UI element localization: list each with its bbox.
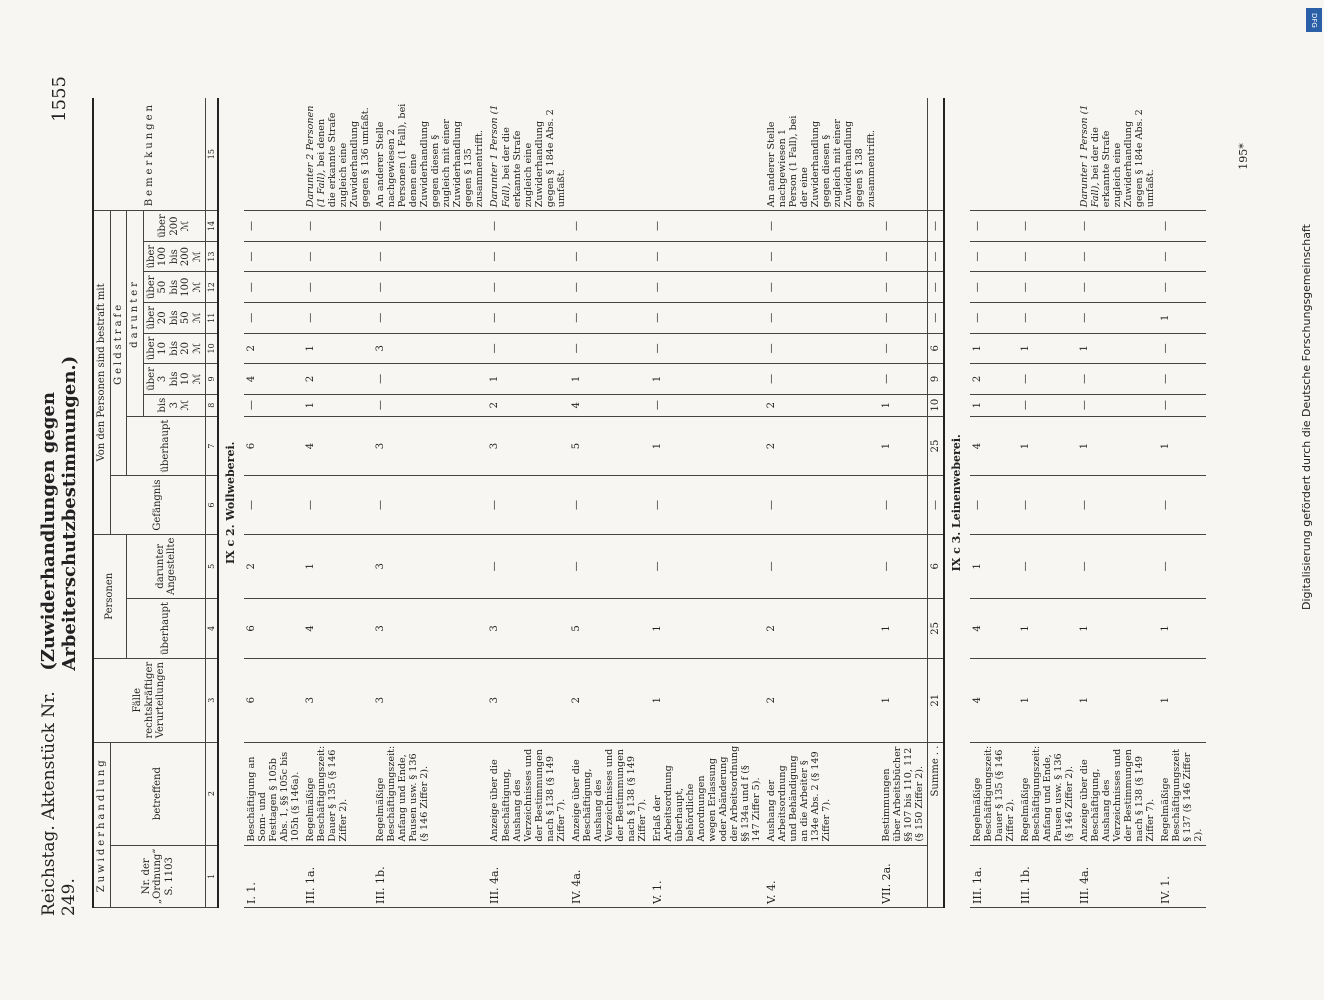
row-description: Erlaß der Arbeitsordnung überhaupt, behördliche Anordnungen wegen Erlassung oder Abänderung der Arbeitsordnung §§ 134a und f (§ 147 Ziffer 5). [650,742,764,845]
value-cell-c4: 1 [1158,599,1206,659]
value-cell-c3: 3 [487,658,568,742]
value-cell-c5: 1 [303,534,373,598]
column-number: 9 [206,364,219,395]
value-cell-c7: 5 [569,416,650,476]
value-cell-c8: — [1158,394,1206,416]
value-cell-c4: 1 [650,599,764,659]
column-number: 3 [206,658,219,742]
row-description: Regelmäßige Beschäftigungszeit: Anfang und Ende, Pausen usw. § 136 (§ 146 Ziffer 2). [1018,742,1077,845]
row-reference: V. 1. [650,845,764,907]
value-cell-c6: — [1077,476,1158,534]
value-cell-c5: — [1077,534,1158,598]
value-cell-c14: — [879,211,928,242]
value-cell-c8: 1 [879,394,928,416]
value-cell-c10: — [650,333,764,364]
value-cell-c12: — [879,272,928,303]
row-description: Regelmäßige Beschäftigungszeit § 137 (§ 146 Ziffer 2). [1158,742,1206,845]
value-cell-c4: 3 [373,599,487,659]
value-cell-c13: — [764,241,878,272]
digitization-notice: Digitalisierung gefördert durch die Deutsche Forschungsgemeinschaft [1300,224,1313,610]
value-cell-c12: — [569,272,650,303]
value-cell-c11: — [303,302,373,333]
column-number: 5 [206,534,219,598]
value-cell-c14: — [303,211,373,242]
value-cell-c10: — [487,333,568,364]
remark-text: An anderer Stelle nachgewiesen 2 Personen (1 Fall), bei denen eine Zuwiderhandlung gegen diesen § zugleich mit einer Zuwiderhandlung gegen § 135 zusammentrifft. [375,103,486,208]
row-description: Anzeige über die Beschäftigung, Aushang des Verzeichnisses und der Bestimmungen nach § 138 (§ 149 Ziffer 7). [487,742,568,845]
value-cell-c5: 2 [244,534,303,598]
value-cell-c12: — [487,272,568,303]
sum-cell-c8: 10 [927,394,944,416]
value-cell-c14: — [1158,211,1206,242]
value-cell-c11: — [569,302,650,333]
value-cell-c10: 2 [244,333,303,364]
value-cell-c3: 3 [303,658,373,742]
value-cell-c9: 4 [244,364,303,395]
value-cell-c8: 2 [764,394,878,416]
row-description: Regelmäßige Beschäftigungszeit: Anfang und Ende, Pausen usw. § 136 (§ 146 Ziffer 2). [373,742,487,845]
row-reference: IV. 4a. [569,845,650,907]
value-cell-c10: 1 [1077,333,1158,364]
row-reference: IV. 1. [1158,845,1206,907]
row-remark [764,98,878,211]
row-description: Anzeige über die Beschäftigung, Aushang des Verzeichnisses und der Bestimmungen nach § 138 (§ 149 Ziffer 7). [1077,742,1158,845]
value-cell-c11: 1 [1158,302,1206,333]
value-cell-c11: — [650,302,764,333]
value-cell-c5: — [487,534,568,598]
value-cell-c3: 1 [1158,658,1206,742]
column-number: 2 [206,742,219,845]
value-cell-c13: — [1077,241,1158,272]
value-cell-c4: 2 [764,599,878,659]
value-cell-c7: 1 [1077,416,1158,476]
value-cell-c14: — [764,211,878,242]
row-description: Anzeige über die Beschäftigung, Aushang des Verzeichnisses und der Bestimmungen nach § 138 (§ 149 Ziffer 7). [569,742,650,845]
page-mark: 195* [1236,143,1250,170]
column-number: 1 [206,845,219,907]
table-row [569,98,650,908]
row-reference: III. 1b. [1018,845,1077,907]
value-cell-c7: 1 [1158,416,1206,476]
value-cell-c11: — [487,302,568,333]
value-cell-c7: 2 [764,416,878,476]
value-cell-c4: 1 [1018,599,1077,659]
row-remark [487,98,568,211]
value-cell-c12: — [970,272,1018,303]
value-cell-c12: — [1018,272,1077,303]
value-cell-c3: 3 [373,658,487,742]
value-cell-c5: 3 [373,534,487,598]
column-number: 7 [206,416,219,476]
value-cell-c4: 4 [970,599,1018,659]
value-cell-c11: — [373,302,487,333]
value-cell-c11: — [879,302,928,333]
value-cell-c10: — [879,333,928,364]
table-row [970,98,1018,908]
row-reference: III. 4a. [487,845,568,907]
value-cell-c12: — [244,272,303,303]
column-numbers [206,98,219,908]
value-cell-c5: — [879,534,928,598]
value-cell-c3: 1 [650,658,764,742]
row-description: Bestimmungen über Arbeitsbücher §§ 107 bis 110, 112 (§ 150 Ziffer 2). [879,742,928,845]
col-faelle: Fälle rechtskräftiger Verurteilungen [93,658,206,742]
value-cell-c5: — [1018,534,1077,598]
value-cell-c9: 1 [569,364,650,395]
value-cell-c7: 4 [303,416,373,476]
table-row [1158,98,1206,908]
value-cell-c4: 1 [1077,599,1158,659]
sum-cell-c7: 25 [927,416,944,476]
value-cell-c13: — [650,241,764,272]
value-cell-c5: — [1158,534,1206,598]
value-cell-c6: — [970,476,1018,534]
sum-cell-c13: — [927,241,944,272]
value-cell-c10: — [764,333,878,364]
sum-cell-c9: 9 [927,364,944,395]
row-description: Aushang der Arbeitsordnung und Behändigung an die Arbeiter § 134e Abs. 2 (§ 149 Ziffer 7). [764,742,878,845]
value-cell-c7: 3 [373,416,487,476]
value-cell-c3: 1 [879,658,928,742]
value-cell-c13: — [879,241,928,272]
value-cell-c4: 1 [879,599,928,659]
sum-row [927,98,944,908]
section-title: IX c 2. Wollweberei. [224,441,238,564]
page-number: 1555 [48,76,70,122]
col-personen: Personen [93,534,127,658]
value-cell-c13: — [303,241,373,272]
value-cell-c6: — [303,476,373,534]
table-row [244,98,303,908]
value-cell-c6: — [1018,476,1077,534]
value-cell-c6: — [569,476,650,534]
remark-lead: Darunter 1 Person (1 Fall), [489,104,512,208]
value-cell-c14: — [1077,211,1158,242]
col-darunter-angestellte: darunter Angestellte [127,534,206,598]
value-cell-c9: 2 [303,364,373,395]
row-reference: III. 4a. [1077,845,1158,907]
table-row [373,98,487,908]
row-remark [244,98,303,211]
value-cell-c14: — [1018,211,1077,242]
col-ueberhaupt: überhaupt [127,599,206,659]
value-cell-c6: — [764,476,878,534]
value-cell-c12: — [650,272,764,303]
value-cell-c12: — [303,272,373,303]
value-cell-c6: — [650,476,764,534]
table-row [1018,98,1077,908]
table-row [650,98,764,908]
value-cell-c11: — [970,302,1018,333]
table-row [1077,98,1158,908]
value-cell-c13: — [1018,241,1077,272]
dfg-logo-icon: DFG [1306,8,1322,32]
row-reference: III. 1a. [970,845,1018,907]
value-cell-c13: — [970,241,1018,272]
value-cell-c8: — [1077,394,1158,416]
value-cell-c9: — [1077,364,1158,395]
sum-cell-c12: — [927,272,944,303]
col-g1: über 3 bis 10 ℳ [143,364,206,395]
value-cell-c10: 1 [303,333,373,364]
row-description: Beschäftigung an Sonn- und Festtagen § 105b Abs. 1, §§ 105c bis 105h (§ 146a). [244,742,303,845]
value-cell-c8: — [373,394,487,416]
value-cell-c12: — [373,272,487,303]
col-g3: über 20 bis 50 ℳ [143,302,206,333]
value-cell-c4: 6 [244,599,303,659]
value-cell-c8: — [1018,394,1077,416]
row-reference: III. 1b. [373,845,487,907]
table-row [764,98,878,908]
col-geldstrafe: Geldstrafe [110,211,127,476]
column-number: 4 [206,599,219,659]
value-cell-c3: 6 [244,658,303,742]
row-remark [650,98,764,211]
value-cell-c6: — [487,476,568,534]
value-cell-c6: — [879,476,928,534]
value-cell-c5: — [650,534,764,598]
value-cell-c11: — [1018,302,1077,333]
value-cell-c10: 3 [373,333,487,364]
value-cell-c14: — [373,211,487,242]
column-number: 6 [206,476,219,534]
value-cell-c3: 2 [569,658,650,742]
col-geld-ueberhaupt: überhaupt [127,416,206,476]
value-cell-c9: 1 [650,364,764,395]
row-reference: VII. 2a. [879,845,928,907]
value-cell-c4: 3 [487,599,568,659]
column-number: 8 [206,394,219,416]
row-remark [1158,98,1206,211]
value-cell-c12: — [1077,272,1158,303]
row-remark [1018,98,1077,211]
table-row [879,98,928,908]
value-cell-c5: 1 [970,534,1018,598]
value-cell-c5: — [764,534,878,598]
value-cell-c7: 1 [1018,416,1077,476]
value-cell-c8: — [244,394,303,416]
value-cell-c4: 4 [303,599,373,659]
row-remark [303,98,373,211]
column-number: 11 [206,302,219,333]
value-cell-c5: — [569,534,650,598]
value-cell-c9: — [1018,364,1077,395]
value-cell-c9: 2 [970,364,1018,395]
value-cell-c14: — [970,211,1018,242]
row-reference: III. 1a. [303,845,373,907]
remark-text: An anderer Stelle nachgewiesen 1 Person (1 Fall), bei der eine Zuwiderhandlung gegen diesen § zugleich mit einer Zuwiderhandlung gegen § 138 zusammentrifft. [766,115,877,208]
value-cell-c8: 4 [569,394,650,416]
section-title: IX c 3. Leinenweberei. [950,434,964,572]
value-cell-c11: — [764,302,878,333]
value-cell-c3: 2 [764,658,878,742]
col-nr: Nr. der „Ordnung“ S. 1103 [110,845,206,907]
remark-lead: Darunter 2 Personen (1 Fall), [304,105,328,208]
value-cell-c8: 2 [487,394,568,416]
value-cell-c3: 4 [970,658,1018,742]
value-cell-c3: 1 [1018,658,1077,742]
value-cell-c13: — [569,241,650,272]
column-number: 14 [206,211,219,242]
value-cell-c8: 1 [970,394,1018,416]
sum-remark [927,98,944,211]
col-zuwiderhandlung: Zuwiderhandlung [93,742,110,907]
column-number: 13 [206,241,219,272]
value-cell-c4: 5 [569,599,650,659]
col-betreffend: betreffend [110,742,206,845]
value-cell-c11: — [244,302,303,333]
table-body [218,98,1206,908]
remark-text: bei denen die erkannte Strafe zugleich eine Zuwiderhandlung gegen § 136 umfaßt. [316,107,372,208]
remark-text: bei der die erkannte Strafe zugleich eine Zuwiderhandlung gegen § 184e Abs. 2 umfaßt. [1090,109,1157,208]
remark-text: bei der die erkannte Strafe zugleich eine Zuwiderhandlung gegen § 184e Abs. 2 umfaßt. [500,109,567,208]
value-cell-c14: — [244,211,303,242]
value-cell-c13: — [373,241,487,272]
sum-cell-c4: 25 [927,599,944,659]
value-cell-c9: — [764,364,878,395]
value-cell-c10: — [569,333,650,364]
value-cell-c9: — [1158,364,1206,395]
value-cell-c6: — [244,476,303,534]
sum-cell-c11: — [927,302,944,333]
value-cell-c14: — [650,211,764,242]
value-cell-c7: 1 [650,416,764,476]
statistics-table [92,98,1206,908]
row-remark [879,98,928,211]
value-cell-c10: — [1158,333,1206,364]
page-header [34,76,84,916]
sum-cell-c14: — [927,211,944,242]
row-reference: V. 4. [764,845,878,907]
value-cell-c7: 1 [879,416,928,476]
column-number: 10 [206,333,219,364]
value-cell-c13: — [487,241,568,272]
col-darunter: darunter [127,211,144,416]
column-number: 12 [206,272,219,303]
section-heading [944,98,970,908]
value-cell-c12: — [1158,272,1206,303]
table-row [303,98,373,908]
sum-label: Summe . . [927,742,944,907]
section-heading [218,98,244,908]
value-cell-c6: — [1158,476,1206,534]
row-remark [970,98,1018,211]
value-cell-c13: — [1158,241,1206,272]
value-cell-c8: — [650,394,764,416]
value-cell-c3: 1 [1077,658,1158,742]
table-row [487,98,568,908]
col-g6: über 200 ℳ [143,211,206,242]
row-description: Regelmäßige Beschäftigungszeit: Dauer § 135 (§ 146 Ziffer 2). [970,742,1018,845]
col-gefaengnis: Gefängnis [110,476,206,534]
col-bestraft: Von den Personen sind bestraft mit [93,211,110,534]
value-cell-c6: — [373,476,487,534]
value-cell-c9: 1 [487,364,568,395]
row-remark [569,98,650,211]
header-title: (Zuwiderhandlungen gegen Arbeiterschutzbestimmungen.) [38,355,80,671]
value-cell-c9: — [879,364,928,395]
sum-cell-c5: 6 [927,534,944,598]
value-cell-c7: 4 [970,416,1018,476]
col-g5: über 100 bis 200 ℳ [143,241,206,272]
col-bemerkungen: Bemerkungen [93,98,206,211]
sum-cell-c6: — [927,476,944,534]
remark-lead: Darunter 1 Person (1 Fall), [1079,104,1102,208]
value-cell-c8: 1 [303,394,373,416]
value-cell-c13: — [244,241,303,272]
value-cell-c9: — [373,364,487,395]
value-cell-c7: 3 [487,416,568,476]
sum-cell-c10: 6 [927,333,944,364]
value-cell-c14: — [487,211,568,242]
col-bis3: bis 3 ℳ [143,394,206,416]
sum-cell-c3: 21 [927,658,944,742]
col-g2: über 10 bis 20 ℳ [143,333,206,364]
value-cell-c14: — [569,211,650,242]
value-cell-c10: 1 [1018,333,1077,364]
value-cell-c12: — [764,272,878,303]
value-cell-c10: 1 [970,333,1018,364]
row-remark [1077,98,1158,211]
row-description: Regelmäßige Beschäftigungszeit: Dauer § 135 (§ 146 Ziffer 2). [303,742,373,845]
value-cell-c7: 6 [244,416,303,476]
row-remark [373,98,487,211]
header-left: Reichstag. Aktenstück Nr. 249. [39,691,79,916]
column-number: 15 [206,98,219,211]
digitization-sidebar [1296,10,1324,990]
row-reference: I. 1. [244,845,303,907]
value-cell-c11: — [1077,302,1158,333]
col-g4: über 50 bis 100 ℳ [143,272,206,303]
